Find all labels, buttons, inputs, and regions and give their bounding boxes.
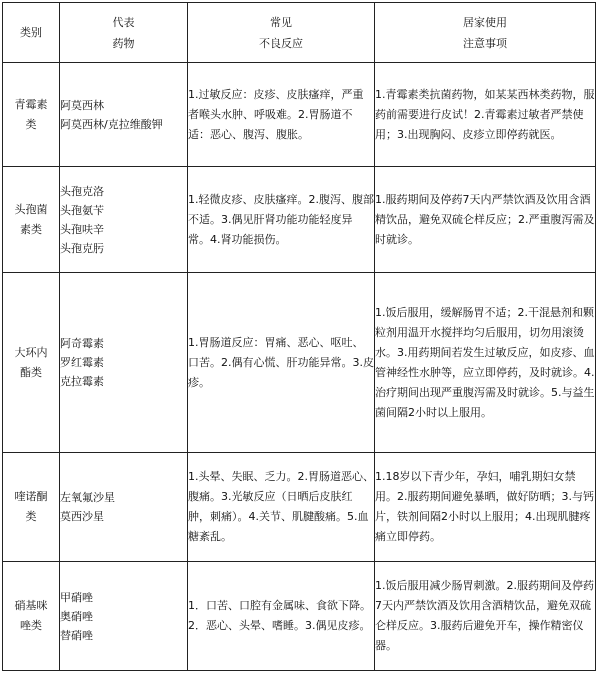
header-drugs: 代表 药物 — [60, 3, 188, 63]
notes-cell: 1.青霉素类抗菌药物，如某某西林类药物，服药前需要进行皮试！2.青霉素过敏者严禁使用；3.出现胸闷、皮疹立即停药就医。 — [375, 63, 596, 167]
drugs-cell: 阿莫西林 阿莫西林/克拉维酸钾 — [60, 63, 188, 167]
header-home-use-notes: 居家使用 注意事项 — [375, 3, 596, 63]
drugs-cell: 左氧氟沙星 莫西沙星 — [60, 453, 188, 562]
adverse-reactions-cell: 1.过敏反应：皮疹、皮肤瘙痒，严重者喉头水肿、呼吸难。2.胃肠道不适：恶心、腹泻、腹胀。 — [188, 63, 375, 167]
table-row — [3, 273, 596, 453]
drugs-cell: 阿奇霉素 罗红霉素 克拉霉素 — [60, 273, 188, 453]
header-category: 类别 — [3, 3, 60, 63]
table-header-row — [3, 3, 596, 63]
category-cell: 喹诺酮 类 — [3, 453, 60, 562]
drugs-cell: 甲硝唑 奥硝唑 替硝唑 — [60, 562, 188, 671]
notes-cell: 1.饭后服用减少肠胃刺激。2.服药期间及停药7天内严禁饮酒及饮用含酒精饮品，避免双硫仑样反应。3.服药后避免开车，操作精密仪器。 — [375, 562, 596, 671]
category-cell: 硝基咪 唑类 — [3, 562, 60, 671]
notes-cell: 1.服药期间及停药7天内严禁饮酒及饮用含酒精饮品，避免双硫仑样反应；2.严重腹泻需及时就诊。 — [375, 167, 596, 273]
category-cell: 青霉素 类 — [3, 63, 60, 167]
drugs-cell: 头孢克洛 头孢氨苄 头孢呋辛 头孢克肟 — [60, 167, 188, 273]
notes-cell: 1.18岁以下青少年，孕妇，哺乳期妇女禁用。2.服药期间避免暴晒，做好防晒；3.与钙片，铁剂间隔2小时以上服用；4.出现肌腱疼痛立即停药。 — [375, 453, 596, 562]
adverse-reactions-cell: 1．口苦、口腔有金属味、食欲下降。2．恶心、头晕、嗜睡。3.偶见皮疹。 — [188, 562, 375, 671]
table-row — [3, 453, 596, 562]
adverse-reactions-cell: 1.胃肠道反应：胃痛、恶心、呕吐、口苦。2.偶有心慌、肝功能异常。3.皮疹。 — [188, 273, 375, 453]
antibiotic-table — [2, 2, 596, 671]
adverse-reactions-cell: 1.头晕、失眠、乏力。2.胃肠道恶心、腹痛。3.光敏反应（日晒后皮肤红肿，刺痛）。4.关节、肌腱酸痛。5.血糖紊乱。 — [188, 453, 375, 562]
table-row — [3, 63, 596, 167]
table-row — [3, 562, 596, 671]
category-cell: 大环内 酯类 — [3, 273, 60, 453]
header-adverse-reactions: 常见 不良反应 — [188, 3, 375, 63]
table-row — [3, 167, 596, 273]
notes-cell: 1.饭后服用，缓解肠胃不适；2.干混悬剂和颗粒剂用温开水搅拌均匀后服用，切勿用滚烫水。3.用药期间若发生过敏反应，如皮疹、血管神经性水肿等，应立即停药，及时就诊。4.治疗期间出现严重腹泻需及时就诊。5.与益生菌间隔2小时以上服用。 — [375, 273, 596, 453]
category-cell: 头孢菌 素类 — [3, 167, 60, 273]
adverse-reactions-cell: 1.轻微皮疹、皮肤瘙痒。2.腹泻、腹部不适。3.偶见肝肾功能功能轻度异常。4.肾功能损伤。 — [188, 167, 375, 273]
